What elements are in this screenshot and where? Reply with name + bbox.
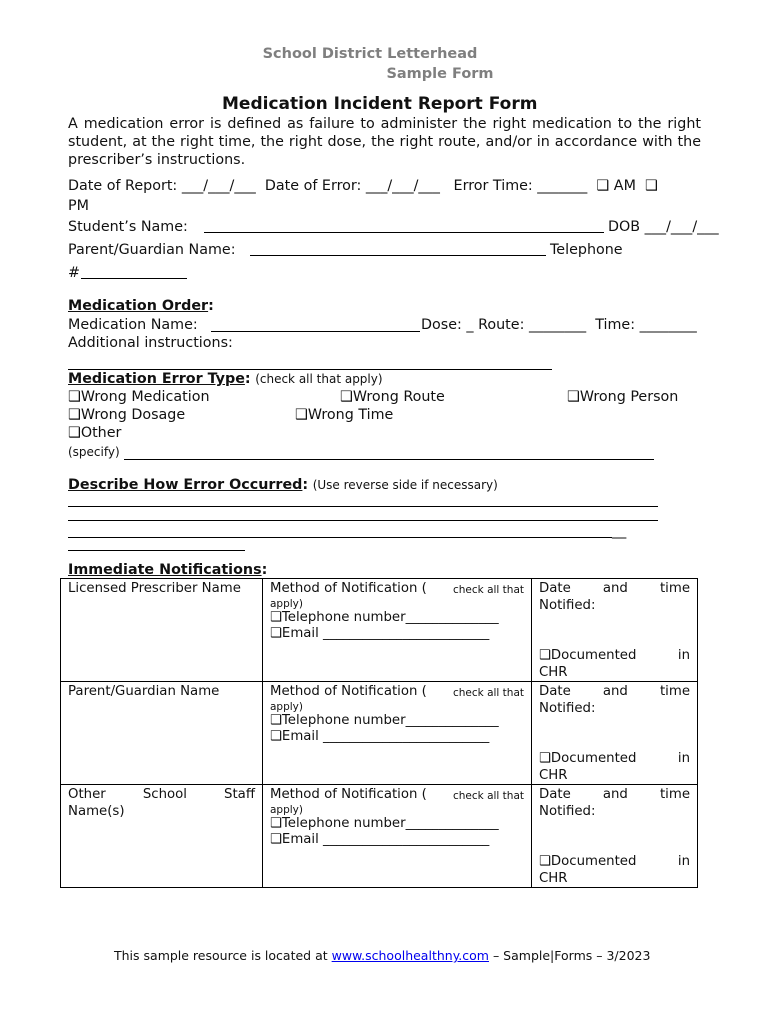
medication-order-title: Medication Order — [68, 298, 209, 314]
documented-b: CHR — [539, 767, 568, 783]
documented-a: Documented — [550, 854, 637, 869]
checkbox-icon[interactable]: ❑ — [68, 389, 81, 405]
notifications-heading — [68, 561, 267, 579]
checkbox-icon[interactable]: ❑ — [270, 815, 282, 831]
method-cell — [263, 785, 532, 888]
justified-word: Staff — [224, 787, 255, 802]
justified-word: School — [142, 787, 187, 802]
date-line — [68, 177, 658, 195]
who-label-row — [68, 787, 255, 804]
route-blank[interactable]: ________ — [528, 317, 587, 333]
date-of-error-label: Date of Error: — [264, 178, 362, 194]
justified-word: time — [659, 787, 690, 802]
footer — [114, 948, 650, 963]
error-time-blank[interactable]: _______ — [537, 178, 588, 194]
dose-blank[interactable]: _ — [466, 317, 474, 333]
telephone-option-label: Telephone number______________ — [281, 609, 499, 625]
who-cell — [61, 579, 263, 682]
documented-option[interactable] — [539, 751, 690, 768]
checkbox-icon[interactable]: ❑ — [68, 425, 81, 441]
describe-heading — [68, 476, 498, 494]
date-time-b: Notified: — [539, 597, 596, 613]
method-note-a: check all that — [452, 584, 524, 596]
students-name-field[interactable] — [204, 232, 604, 233]
colon: : — [302, 477, 309, 493]
date-time-cell — [532, 785, 698, 888]
option-wrong-medication[interactable] — [68, 388, 210, 406]
justified-word: and — [602, 787, 628, 802]
checkbox-icon[interactable]: ❑ — [539, 648, 551, 663]
parent-guardian-field[interactable] — [250, 255, 546, 256]
letterhead-line1: School District Letterhead — [262, 46, 478, 62]
date-of-error-blank[interactable]: ___/___/___ — [365, 178, 440, 194]
method-label: Method of Notification ( — [270, 581, 427, 596]
date-time-b: Notified: — [539, 700, 596, 716]
documented-option[interactable] — [539, 648, 690, 665]
email-option[interactable] — [270, 729, 524, 746]
checkbox-icon[interactable]: ❑ — [295, 407, 308, 423]
dob-field — [608, 218, 719, 236]
specify-field[interactable] — [124, 459, 654, 460]
time-label: Time: — [595, 317, 636, 333]
justified-word: Date — [539, 581, 571, 596]
parent-guardian-label: Parent/Guardian Name: — [68, 242, 236, 258]
medication-name-field[interactable] — [211, 331, 420, 332]
date-time-cell — [532, 682, 698, 785]
option-wrong-route[interactable] — [340, 388, 445, 406]
am-checkbox[interactable]: ❑ — [596, 178, 610, 194]
documented-a: Documented — [550, 648, 637, 663]
describe-note: (Use reverse side if necessary) — [312, 478, 498, 492]
medication-order-heading — [68, 297, 214, 315]
telephone-option[interactable] — [270, 816, 524, 833]
option-label: Other — [80, 425, 122, 441]
method-cell — [263, 579, 532, 682]
table-row — [61, 785, 698, 888]
date-of-report-blank[interactable]: ___/___/___ — [181, 178, 256, 194]
method-cell — [263, 682, 532, 785]
who-cell — [61, 682, 263, 785]
checkbox-icon[interactable]: ❑ — [270, 832, 282, 847]
option-wrong-person[interactable] — [567, 388, 678, 406]
dob-blank[interactable]: ___/___/___ — [644, 219, 719, 235]
am-label: AM — [613, 178, 636, 194]
describe-title: Describe How Error Occurred — [68, 477, 303, 493]
telephone-option[interactable] — [270, 713, 524, 730]
dose-route-time — [421, 316, 697, 334]
date-of-report-label: Date of Report: — [68, 178, 178, 194]
date-time-label — [539, 684, 690, 701]
email-option-label: Email _________________________ — [281, 832, 490, 847]
pm-checkbox[interactable]: ❑ — [645, 178, 658, 194]
documented-b: CHR — [539, 664, 568, 680]
who-label-b: Name(s) — [68, 803, 125, 819]
checkbox-icon[interactable]: ❑ — [567, 389, 580, 405]
letterhead-line2: Sample Form — [386, 66, 494, 82]
documented-in: in — [677, 854, 690, 869]
describe-line-3[interactable] — [68, 537, 612, 538]
method-note-a: check all that — [452, 687, 524, 699]
documented-in: in — [677, 751, 690, 766]
documented-a: Documented — [550, 751, 637, 766]
pm-label: PM — [68, 198, 89, 214]
error-time-label: Error Time: — [453, 178, 533, 194]
describe-line-1[interactable] — [68, 506, 658, 507]
option-label: Wrong Person — [579, 389, 679, 405]
documented-option[interactable] — [539, 854, 690, 871]
dose-label: Dose: — [421, 317, 462, 333]
checkbox-icon[interactable]: ❑ — [270, 712, 282, 728]
justified-word: time — [659, 581, 690, 596]
checkbox-icon[interactable]: ❑ — [270, 626, 282, 641]
colon: : — [208, 298, 214, 314]
justified-word: and — [602, 684, 628, 699]
checkbox-icon[interactable]: ❑ — [270, 609, 282, 625]
checkbox-icon[interactable]: ❑ — [539, 854, 551, 869]
justified-word: Date — [539, 684, 571, 699]
method-label-row — [270, 684, 524, 701]
method-label-row — [270, 581, 524, 598]
time-blank[interactable]: ________ — [639, 317, 697, 333]
telephone-field[interactable] — [81, 278, 187, 279]
checkbox-icon[interactable]: ❑ — [270, 729, 282, 744]
notifications-title: Immediate Notifications — [68, 562, 262, 578]
who-label: Parent/Guardian Name — [68, 684, 220, 699]
colon: : — [261, 562, 268, 578]
justified-word: Other — [68, 787, 106, 802]
method-label: Method of Notification ( — [270, 684, 427, 699]
telephone-option[interactable] — [270, 610, 524, 627]
justified-word: time — [659, 684, 690, 699]
method-note-b: apply) — [270, 597, 303, 610]
describe-line-2[interactable] — [68, 520, 658, 521]
describe-line-4[interactable] — [68, 550, 245, 551]
page-title: Medication Incident Report Form — [222, 94, 538, 114]
specify-label: (specify) — [68, 445, 120, 459]
definition-text: A medication error is defined as failure to administer the right medication to the right student, at the right time, the right dose, the right route, and/or in accordance with the prescriber’s instructions. — [68, 116, 701, 168]
footer-suffix: – Sample|Forms – 3/2023 — [488, 948, 651, 963]
date-time-b: Notified: — [539, 803, 596, 819]
route-label: Route: — [478, 317, 525, 333]
medication-name-label: Medication Name: — [68, 317, 198, 333]
method-label: Method of Notification ( — [270, 787, 427, 802]
checkbox-icon[interactable]: ❑ — [539, 751, 551, 766]
option-label: Wrong Time — [307, 407, 394, 423]
date-time-cell — [532, 579, 698, 682]
option-label: Wrong Medication — [80, 389, 210, 405]
option-other[interactable] — [68, 424, 121, 442]
colon: : — [244, 371, 251, 387]
dob-label: DOB — [608, 219, 641, 235]
table-row — [61, 579, 698, 682]
option-label: Wrong Dosage — [80, 407, 186, 423]
option-wrong-time[interactable] — [295, 406, 393, 424]
checkbox-icon[interactable]: ❑ — [68, 407, 81, 423]
method-note-b: apply) — [270, 700, 303, 713]
footer-prefix: This sample resource is located at — [114, 948, 332, 963]
justified-word: and — [602, 581, 628, 596]
date-time-label — [539, 581, 690, 598]
telephone-hash: # — [68, 265, 80, 281]
option-label: Wrong Route — [352, 389, 445, 405]
method-label-row — [270, 787, 524, 804]
documented-b: CHR — [539, 870, 568, 886]
date-time-label — [539, 787, 690, 804]
method-note-b: apply) — [270, 803, 303, 816]
who-label: Licensed Prescriber Name — [68, 581, 241, 596]
notifications-table — [60, 578, 698, 888]
students-name-label: Student’s Name: — [68, 219, 188, 235]
error-type-note: (check all that apply) — [255, 372, 383, 386]
additional-instructions-label: Additional instructions: — [68, 335, 233, 351]
telephone-label: Telephone — [550, 242, 623, 258]
telephone-option-label: Telephone number______________ — [281, 815, 499, 831]
method-note-a: check all that — [452, 790, 524, 802]
email-option[interactable] — [270, 626, 524, 643]
error-type-heading — [68, 370, 383, 388]
option-wrong-dosage[interactable] — [68, 406, 185, 424]
error-type-title: Medication Error Type — [68, 371, 245, 387]
telephone-option-label: Telephone number______________ — [281, 712, 499, 728]
email-option-label: Email _________________________ — [281, 729, 490, 744]
justified-word: Date — [539, 787, 571, 802]
checkbox-icon[interactable]: ❑ — [340, 389, 353, 405]
footer-link[interactable]: www.schoolhealthny.com — [331, 948, 489, 963]
email-option-label: Email _________________________ — [281, 626, 490, 641]
describe-trailing: __ — [612, 523, 627, 539]
who-cell — [61, 785, 263, 888]
table-row — [61, 682, 698, 785]
documented-in: in — [677, 648, 690, 663]
email-option[interactable] — [270, 832, 524, 849]
